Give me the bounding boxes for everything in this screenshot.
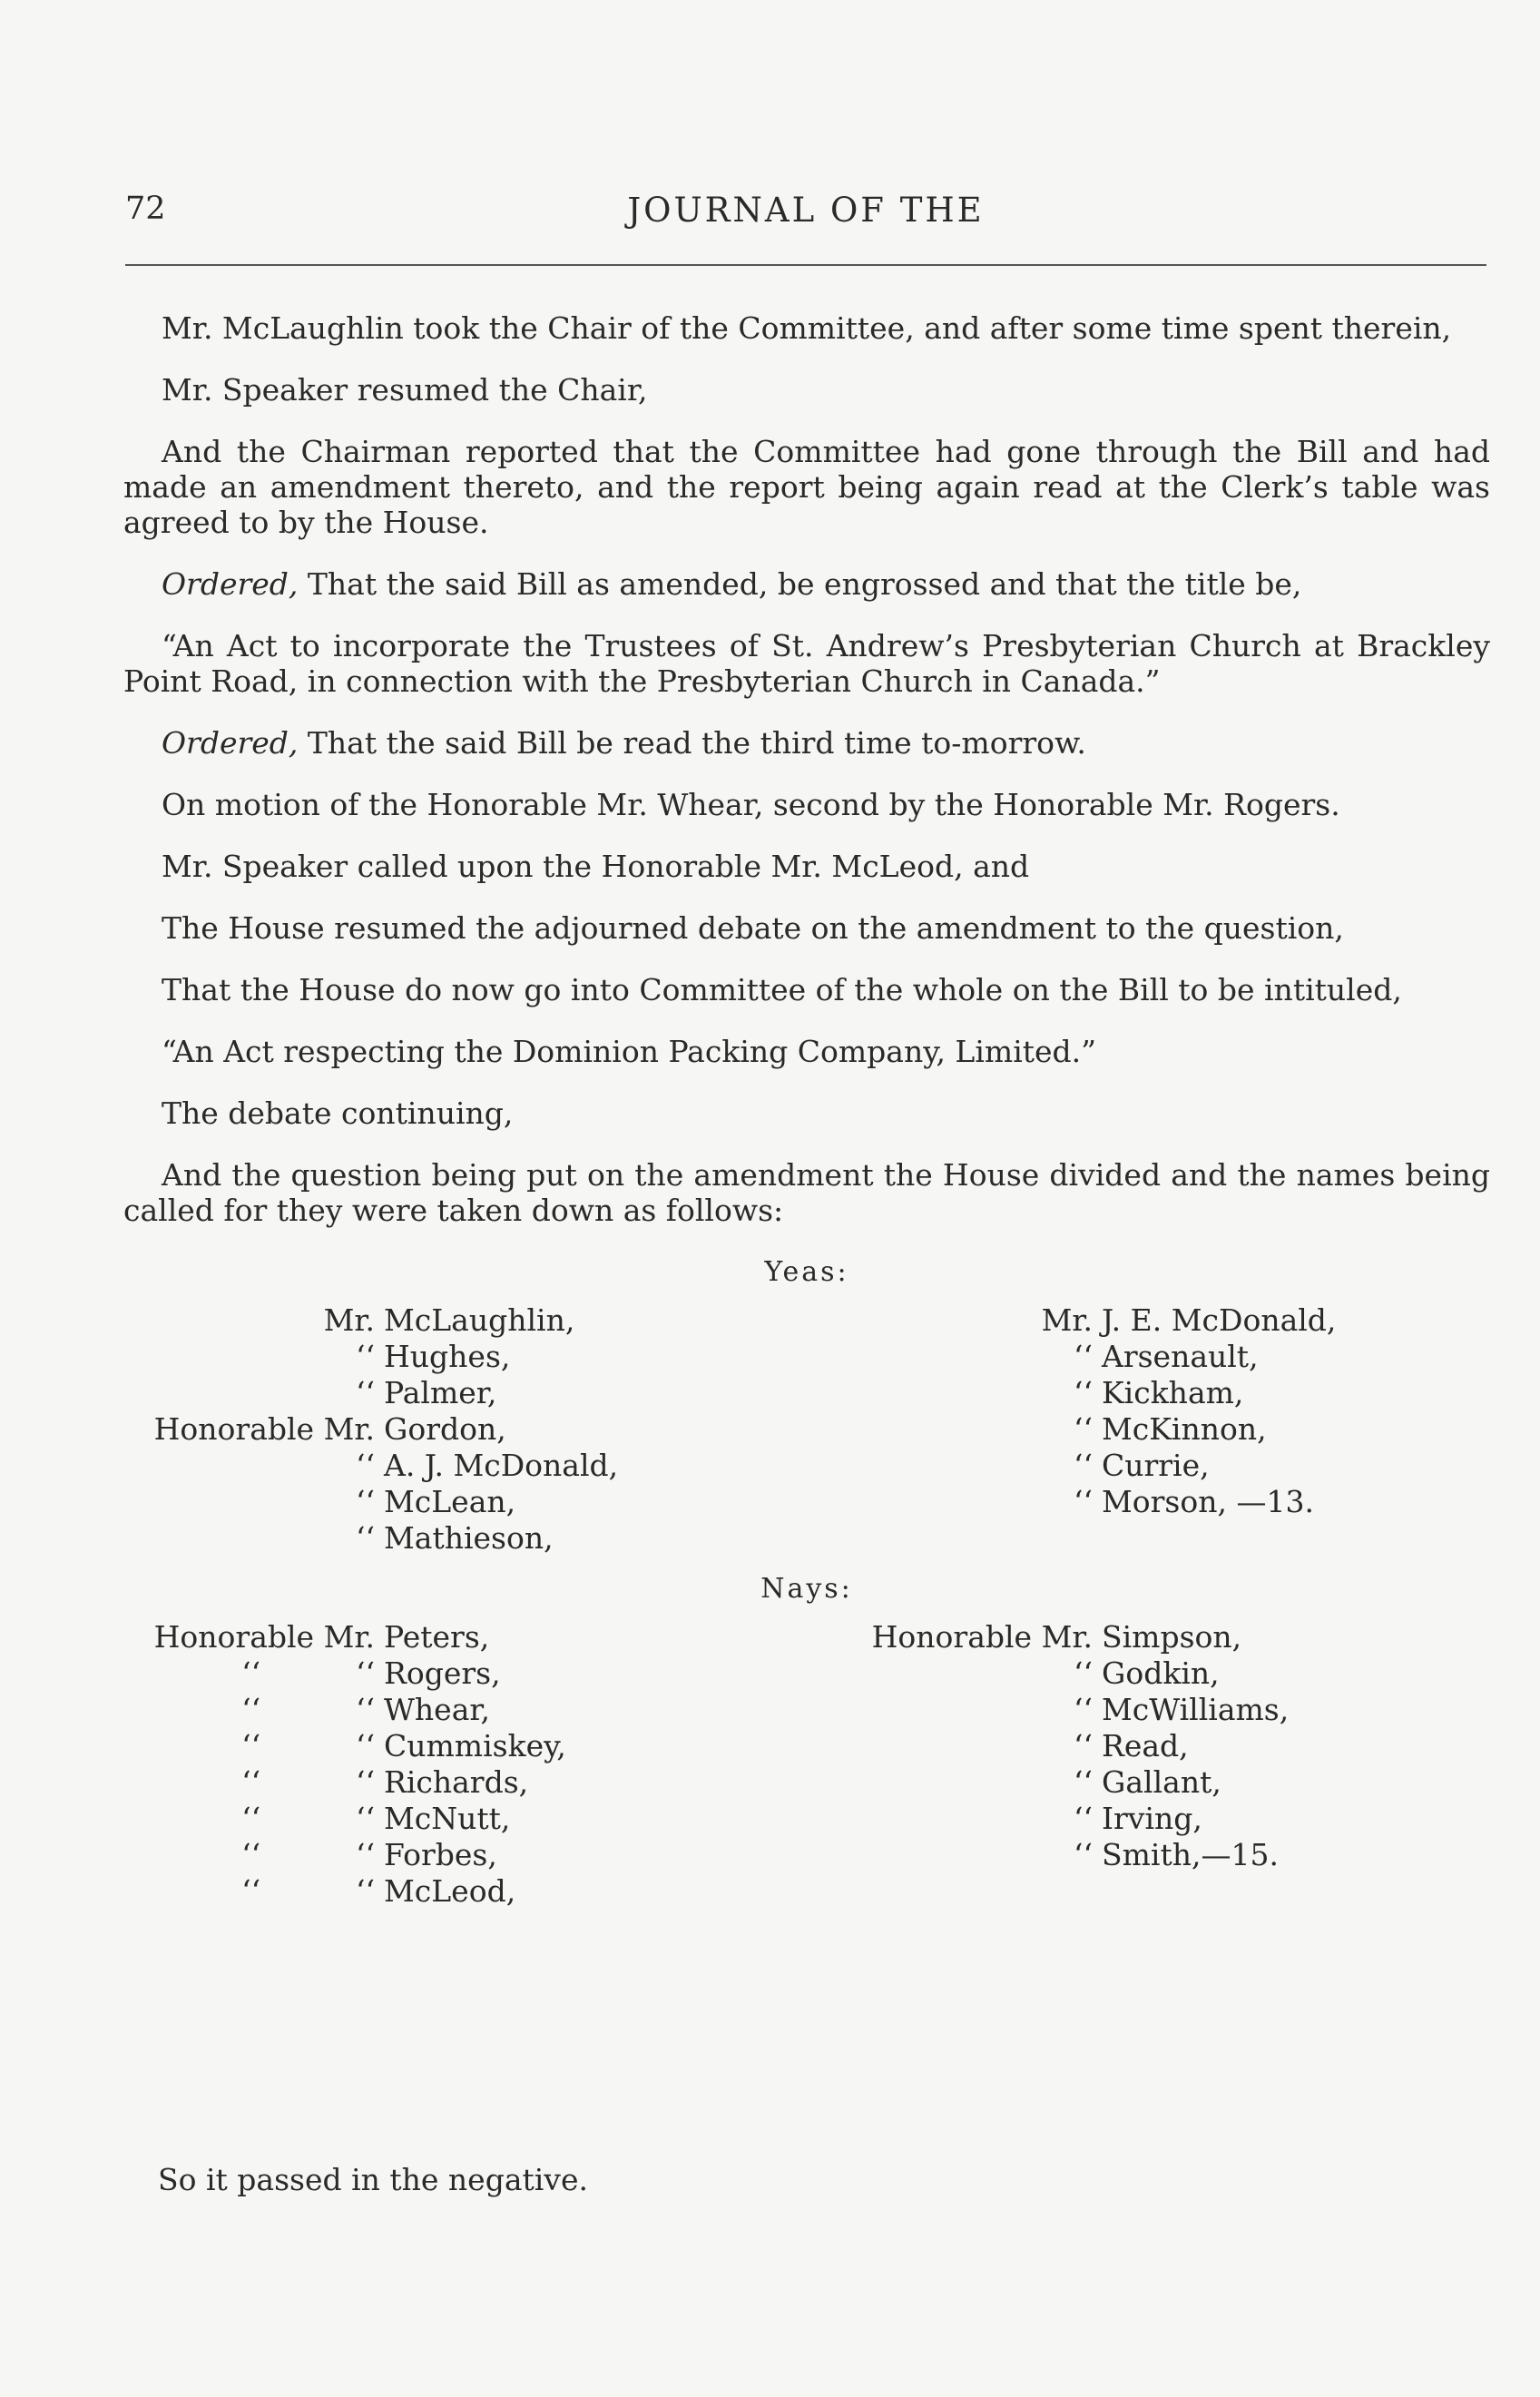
list-item: ‘‘ McKinnon, (1074, 1411, 1267, 1447)
paragraph: On motion of the Honorable Mr. Whear, second by the Honorable Mr. Rogers. (162, 787, 1340, 822)
list-item: Honorable Mr. Gordon, (153, 1411, 506, 1447)
ordered-lead: Ordered, (162, 725, 299, 761)
list-item: ‘‘ Godkin, (1074, 1655, 1220, 1691)
list-item: ‘‘ McWilliams, (1074, 1692, 1290, 1727)
paragraph: The House resumed the adjourned debate on the amendment to the question, (162, 910, 1344, 946)
paragraph: And the Chairman reported that the Committee had gone through the Bill and had made an amendment thereto, and the report being again read at the Clerk’s table was agreed to by the House. (123, 434, 1490, 540)
journal-body (123, 310, 1490, 1919)
list-item: ‘‘ Arsenault, (1074, 1339, 1259, 1374)
header-rule (125, 264, 1486, 266)
paragraph: “An Act to incorporate the Trustees of St. Andrew’s Presbyterian Church at Brackley Point Road, in connection with the Presbyterian Church in Canada.” (123, 628, 1490, 699)
list-item: ‘‘ Irving, (1074, 1801, 1202, 1836)
list-item: ‘‘ ‘‘ Rogers, (241, 1655, 501, 1691)
list-item: ‘‘ Read, (1074, 1728, 1189, 1763)
paragraph: The debate continuing, (162, 1095, 514, 1131)
list-item: Honorable Mr. Peters, (153, 1619, 490, 1655)
nays-right-column (799, 1619, 1488, 1873)
nays-list (123, 1619, 1490, 1919)
list-item: ‘‘ Currie, (1074, 1448, 1210, 1483)
list-item: ‘‘ ‘‘ McNutt, (241, 1801, 511, 1836)
list-item: ‘‘ Kickham, (1074, 1375, 1244, 1410)
ordered-lead: Ordered, (162, 566, 299, 602)
list-item: ‘‘ Morson, —13. (1074, 1484, 1314, 1519)
yeas-right-column (995, 1302, 1466, 1520)
page-header (125, 191, 1486, 245)
yeas-list (123, 1302, 1490, 1566)
list-item: Mr. McLaughlin, (323, 1302, 575, 1338)
yeas-heading: Yeas: (764, 1256, 849, 1288)
yeas-left-column (123, 1302, 777, 1557)
paragraph: Mr. Speaker called upon the Honorable Mr. McLeod, and (162, 849, 1030, 884)
paragraph: And the question being put on the amendment the House divided and the names being called for they were taken down as follows: (123, 1157, 1490, 1228)
paragraph: Ordered, That the said Bill as amended, be engrossed and that the title be, (162, 566, 1302, 602)
closing-line: So it passed in the negative. (158, 2162, 588, 2197)
paragraph: Ordered, That the said Bill be read the third time to-morrow. (162, 725, 1086, 761)
nays-left-column (123, 1619, 777, 1910)
list-item: ‘‘ ‘‘ Whear, (241, 1692, 491, 1727)
paragraph: Mr. Speaker resumed the Chair, (162, 372, 648, 408)
list-item: ‘‘ Smith,—15. (1074, 1837, 1279, 1872)
list-item: ‘‘ McLean, (356, 1484, 516, 1519)
list-item: ‘‘ Mathieson, (356, 1520, 554, 1556)
list-item: ‘‘ ‘‘ McLeod, (241, 1873, 516, 1909)
running-head: JOURNAL OF THE (627, 191, 985, 230)
list-item: ‘‘ ‘‘ Richards, (241, 1764, 529, 1800)
list-item: ‘‘ A. J. McDonald, (356, 1448, 619, 1483)
paragraph: That the House do now go into Committee of the whole on the Bill to be intituled, (162, 972, 1402, 1007)
list-item: Honorable Mr. Simpson, (871, 1619, 1242, 1655)
list-item: Mr. J. E. McDonald, (1041, 1302, 1337, 1338)
list-item: ‘‘ Hughes, (356, 1339, 511, 1374)
paragraph: Mr. McLaughlin took the Chair of the Committee, and after some time spent therein, (162, 310, 1452, 346)
list-item: ‘‘ Gallant, (1074, 1764, 1221, 1800)
list-item: ‘‘ ‘‘ Forbes, (241, 1837, 497, 1872)
paragraph: “An Act respecting the Dominion Packing Company, Limited.” (162, 1034, 1097, 1069)
list-item: ‘‘ Palmer, (356, 1375, 497, 1410)
list-item: ‘‘ ‘‘ Cummiskey, (241, 1728, 566, 1763)
nays-heading: Nays: (760, 1573, 853, 1605)
page-number: 72 (125, 191, 166, 227)
